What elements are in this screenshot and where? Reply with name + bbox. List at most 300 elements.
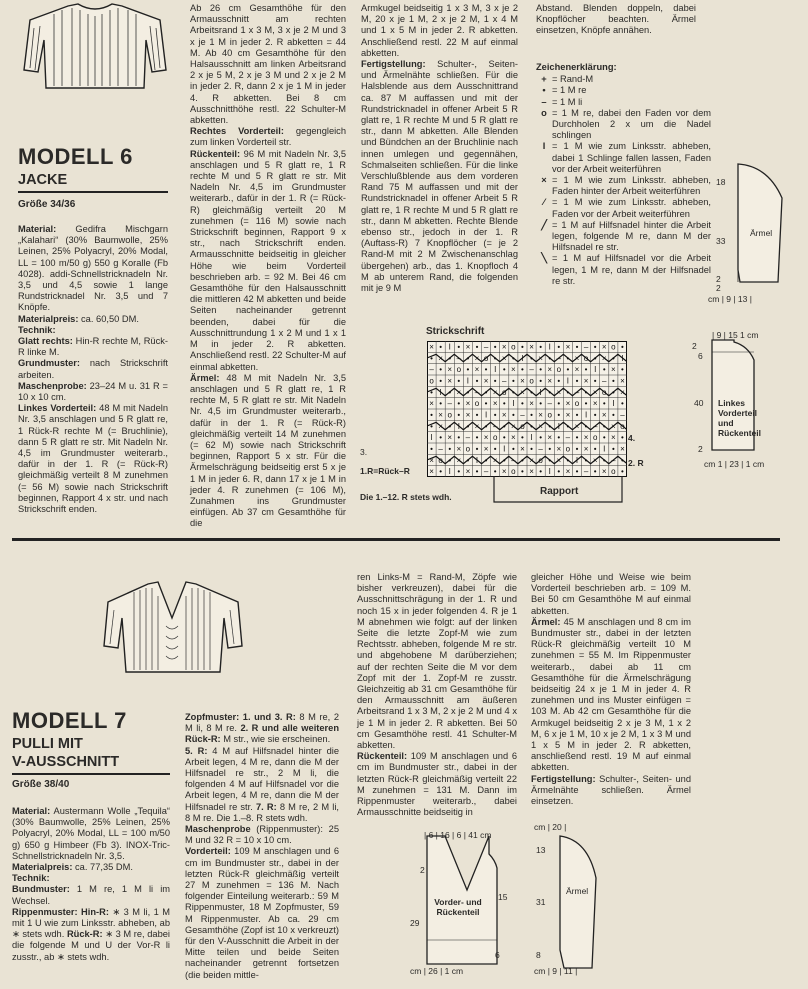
chart-cell-symbol: • [511, 376, 515, 386]
chart-cell-symbol: • [530, 387, 533, 397]
chart-cell-symbol: × [583, 444, 589, 454]
chart-cell-symbol: • [539, 399, 543, 409]
chart-cell-symbol: • [502, 421, 506, 431]
model6-body-m40: 40 [694, 398, 704, 408]
legend-text: = 1 M wie zum Linksstr. abheben, Faden hinter der Arbeit weiterführen [552, 175, 711, 197]
legend-item [536, 74, 711, 85]
model7-column-3 [357, 572, 517, 818]
chart-cell-symbol: × [465, 342, 471, 352]
chart-cell-symbol: • [430, 410, 433, 420]
chart-cell-symbol: × [565, 399, 571, 409]
chart-cell-symbol: – [502, 376, 507, 386]
chart-cell-symbol: × [601, 353, 607, 363]
chart-cell-symbol: • [448, 421, 452, 431]
model6-col2-paragraph: Rechtes Vorderteil: gegengleich zum linken Vorderteil str. [190, 126, 346, 148]
chart-cell-symbol: × [465, 410, 471, 420]
chart-cell-symbol: × [611, 433, 616, 443]
chart-cell-symbol: • [548, 444, 552, 454]
chart-cell-symbol: × [456, 444, 462, 454]
chart-cell-symbol: × [611, 421, 616, 431]
chart-cell-symbol: × [565, 410, 571, 420]
chart-cell-symbol: I [448, 467, 451, 477]
chart-cell-symbol: • [448, 387, 452, 397]
section-divider [12, 538, 780, 541]
chart-cell-symbol: o [511, 467, 516, 477]
chart-cell-symbol: × [565, 342, 571, 352]
model7-sleeve-bottom: cm | 9 | 11 | [534, 966, 578, 976]
chart-cell-symbol: • [611, 376, 615, 386]
model6-col1-paragraph: Grundmuster: nach Strickschrift arbeiten. [18, 358, 168, 380]
chart-cell-symbol: o [447, 410, 452, 420]
chart-cell-symbol: • [511, 387, 515, 397]
model7-size: Größe 38/40 [12, 779, 70, 790]
model7-sleeve-label: Ärmel [566, 886, 589, 896]
chart-cell-symbol: • [457, 467, 461, 477]
model6-body-m2b: 2 [698, 444, 703, 454]
model7-col4-paragraph: Ärmel: 45 M anschlagen und 8 cm im Bundmuster str., dabei in der letzten Rück-R gleichmäßig verteilt 10 M zunehmen = 55 M. Im Rippenmuster weiterarb., dabei ab 11 cm Gesamthöhe für die Ärmelschrägung beidseitig 24 x je 1 M in jeder 4. R zunehmen und ins Muster einfügen = 103 M. Ab 42 cm Gesamthöhe für die Armkugel beidseitig 2 x je 3 M, 1 x 2 M, 6 x je 1 M, 10 x je 2 M, 1 x 3 M und 1 x 5 M in jeder 2. R abketten, anschließend restl. 19 M auf einmal abketten. [531, 616, 691, 773]
chart-cell-symbol: • [593, 410, 597, 420]
legend-text: = 1 M re, dabei den Faden vor dem Durchholen 2 x um die Nadel schlingen [552, 107, 711, 141]
legend-title: Zeichenerklärung: [536, 62, 617, 72]
chart-cell-symbol: o [538, 455, 543, 465]
model7-sleeve-top: cm | 20 | [534, 822, 567, 832]
chart-cell-symbol: × [620, 387, 625, 397]
model6-col1-paragraph: Maschenprobe: 23–24 M u. 31 R = 10 x 10 cm. [18, 380, 168, 403]
chart-cell-symbol: I [539, 387, 542, 397]
chart-cell-symbol: × [465, 399, 471, 409]
model6-sleeve-m18: 18 [716, 177, 726, 187]
model7-col4-paragraph: Fertigstellung: Schulter-, Seiten- und Ärmelnähte schließen. Ärmel einsetzen. [531, 773, 691, 807]
chart-cell-symbol: × [529, 455, 534, 465]
model6-column-4 [536, 3, 696, 37]
chart-cell-symbol: • [584, 365, 588, 375]
chart-cell-symbol: o [438, 455, 443, 465]
chart-cell-symbol: × [538, 410, 543, 420]
rapport-label: Rapport [540, 486, 579, 497]
chart-cell-symbol: • [502, 455, 506, 465]
model6-sleeve-m33: 33 [716, 236, 726, 246]
chart-cell-symbol: I [521, 353, 524, 363]
chart-cell-symbol: × [474, 353, 480, 363]
model7-sleeve-schematic [540, 830, 610, 978]
model6-size: Größe 34/36 [18, 199, 76, 210]
chart-cell-symbol: o [492, 433, 498, 443]
model6-body-top: | 9 | 15 1 cm [712, 330, 759, 340]
chart-cell-symbol: • [557, 467, 561, 477]
chart-cell-symbol: × [511, 421, 516, 431]
chart-cell-symbol: – [483, 467, 489, 477]
chart-cell-symbol: × [438, 421, 443, 431]
chart-cell-symbol: • [548, 353, 552, 363]
chart-cell-symbol: × [620, 376, 625, 386]
legend-symbol-icon: o [541, 107, 547, 118]
chart-cell-symbol: × [438, 410, 443, 420]
chart-cell-symbol: × [620, 444, 625, 454]
chart-cell-symbol: • [439, 467, 443, 477]
chart-cell-symbol: • [502, 433, 506, 443]
chart-cell-symbol: I [548, 467, 551, 477]
chart-cell-symbol: × [547, 365, 553, 375]
model7-column-1 [12, 806, 170, 963]
chart-cell-symbol: • [448, 353, 452, 363]
chart-cell-symbol: × [492, 399, 498, 409]
chart-cell-symbol: • [584, 455, 588, 465]
chart-cell-symbol: × [574, 421, 580, 431]
chart-cell-symbol: – [429, 365, 434, 375]
model6-col3-paragraph: Armkugel beidseitig 1 x 3 M, 3 x je 2 M, 20 x je 1 M, 2 x je 2 M, 1 x 4 M und 1 x 5 M in jeder 2. R abketten. Anschließend restl. 22 M auf einmal abketten. [361, 3, 518, 58]
chart-cell-symbol: • [539, 365, 543, 375]
legend-symbol-icon: + [541, 74, 547, 85]
model6-col1-paragraph: Materialpreis: ca. 60,50 DM. [18, 313, 139, 324]
pullover-illustration-icon [100, 574, 246, 678]
chart-cell-symbol: • [493, 353, 497, 363]
chart-cell-symbol: × [529, 399, 534, 409]
legend-text: = 1 M auf Hilfsnadel hinter die Arbeit legen, folgende M re, dann M der Hilfsnadel re str. [552, 219, 711, 253]
chart-cell-symbol: – [547, 399, 552, 409]
legend-text: = Rand-M [552, 74, 594, 85]
chart-cell-symbol: – [492, 421, 498, 431]
chart-cell-symbol: • [493, 410, 497, 420]
chart-cell-symbol: • [557, 433, 561, 443]
chart-cell-symbol: I [530, 433, 533, 443]
model7-col1-paragraph: Materialpreis: ca. 77,35 DM. [12, 862, 133, 873]
chart-cell-symbol: • [593, 342, 597, 352]
chart-cell-symbol: I [594, 365, 597, 375]
chart-cell-symbol: – [620, 410, 625, 420]
chart-cell-symbol: × [429, 467, 434, 477]
legend-symbol-icon: • [542, 85, 546, 96]
model7-col2-paragraph: 5. R: 4 M auf Hilfsnadel hinter die Arbeit legen, 4 M re, dann die M der Hilfsnadel re str., 2 M li, die folgenden 4 M auf Hilfsnadel vor die Arbeit legen, 4 M re, dann die M der Hilfsnadel re str. 7. R: 8 M re, 2 M li, 8 M re. Die 1.–8. R stets wdh. [185, 745, 339, 823]
chart-cell-symbol: I [603, 444, 606, 454]
chart-cell-symbol: – [520, 410, 525, 420]
model6-sleeve-label: Ärmel [750, 228, 773, 238]
chart-cell-symbol: • [457, 433, 461, 443]
model7-body-m15: 15 [498, 892, 508, 902]
chart-cell-symbol: • [457, 376, 461, 386]
chart-cell-symbol: – [565, 433, 571, 443]
chart-cell-symbol: • [611, 387, 615, 397]
model7-subtitle-1: PULLI MIT [12, 736, 83, 752]
chart-cell-symbol: × [583, 433, 589, 443]
chart-cell-symbol: × [556, 387, 562, 397]
chart-cell-symbol: – [556, 353, 562, 363]
chart-cell-symbol: • [530, 421, 533, 431]
chart-cell-symbol: – [447, 399, 452, 409]
model6-col3-paragraph: Fertigstellung: Schulter-, Seiten- und Ärmelnähte schließen. Für die Halsblende aus dem Ausschnittrand ca. 87 M auffassen und mit der Rundstricknadel in offener Arbeit 5 R glatt re, 1 R rechte M und 5 R glatt re str., dann M abketten. Alle Blenden und Bündchen an der Bruchlinie nach innen umlegen und gegennähen, Schmalseiten schließen. Für die linke Verschlußblende aus dem vorderen Rand 75 M auffassen und mit der Rundstricknadel in offener Arbeit 5 R glatt re, 1 R rechte M und 5 R glatt re str., dann M abketten. Rechte Blende ebenso str., jedoch in der 1. R (Auftass-R) 7 Knopflöcher (= je 2 Rand-M mit 2 M Zwischenanschlag übergehen) arb., das 1. Knopfloch 4 M ab unterem Rand, die folgenden mit je 9 M [361, 59, 518, 294]
chart-cell-symbol: • [621, 455, 624, 465]
chart-cell-symbol: • [602, 421, 606, 431]
chart-cell-symbol: o [529, 376, 534, 386]
chart-cell-symbol: • [621, 399, 624, 409]
chart-cell-symbol: × [447, 365, 453, 375]
chart-cell-symbol: • [521, 399, 524, 409]
chart-cell-symbol: • [566, 353, 570, 363]
chart-cell-symbol: I [566, 376, 570, 386]
chart-cell-symbol: • [566, 387, 570, 397]
chart-cell-symbol: o [520, 421, 525, 431]
chart-cell-symbol: × [501, 353, 507, 363]
chart-cell-symbol: • [566, 455, 570, 465]
chart-cell-symbol: – [465, 433, 471, 443]
chart-cell-symbol: • [493, 444, 497, 454]
chart-cell-symbol: × [601, 410, 607, 420]
legend-item [536, 253, 711, 287]
chart-cell-symbol: o [611, 342, 616, 352]
legend-item [536, 108, 711, 142]
chart-cell-symbol: o [611, 467, 616, 477]
chart-cell-symbol: • [430, 421, 433, 431]
chart-cell-symbol: – [602, 376, 607, 386]
chart-cell-symbol: • [430, 387, 433, 397]
chart-cell-symbol: × [429, 399, 434, 409]
chart-cell-symbol: I [584, 410, 588, 420]
chart-cell-symbol: • [439, 399, 443, 409]
chart-cell-symbol: • [493, 376, 497, 386]
chart-cell-symbol: • [584, 421, 588, 431]
chart-cell-symbol: × [429, 455, 434, 465]
chart-cell-symbol: × [483, 376, 489, 386]
chart-cell-symbol: • [475, 433, 479, 443]
chart-cell-symbol: × [556, 455, 562, 465]
chart-cell-symbol: × [511, 365, 516, 375]
legend-item [536, 197, 711, 219]
chart-cell-symbol: • [521, 433, 524, 443]
legend-text: = 1 M auf Hilfsnadel vor die Arbeit legen, 1 M re, dann M der Hilfsnadel re str. [552, 253, 711, 286]
chart-row-4: 4. [628, 433, 636, 443]
chart-cell-symbol: • [548, 387, 552, 397]
chart-cell-symbol: × [429, 342, 434, 352]
chart-cell-symbol: I [621, 353, 624, 363]
model6-column-3 [361, 3, 518, 294]
chart-cell-symbol: × [601, 467, 607, 477]
model6-col1-paragraph: Linkes Vorderteil: 48 M mit Nadeln Nr. 3,5 anschlagen und 5 R glatt re, 1 Rück-R rechte M (= Bruchlinie), dann 5 R glatt re str. Mit Nadeln Nr. 4,5 im Grundmuster weiterarb., dafür in der 1. R (= Rück-R) gleichmäßig verteilt 8 M zunehmen (= 56 M) sowie nach Strickschrift beginnen, Rapport 4 x str. und nach Strickschrift enden. [18, 403, 168, 515]
chart-cell-symbol: × [447, 376, 453, 386]
chart-cell-symbol: • [602, 433, 606, 443]
chart-cell-symbol: × [592, 387, 598, 397]
chart-cell-symbol: – [583, 342, 589, 352]
chart-cell-symbol: × [592, 455, 598, 465]
chart-cell-symbol: • [593, 376, 597, 386]
chart-cell-symbol: × [520, 444, 525, 454]
chart-cell-symbol: • [439, 342, 443, 352]
model6-col2-paragraph: Rückenteil: 96 M mit Nadeln Nr. 3,5 anschlagen und 5 R glatt re, 1 R rechte M und 5 R glatt re str. Mit Nadeln Nr. 4,5 im Grundmuster weiterarb., dafür in der 1. R (= Rück-R) gleichmäßig verteilt 20 M zunehmen (= 116 M) sowie nach Strickschrift beginnen, Rapport 9 x str., nach Strickschrift enden. Armausschnitte beidseitig in gleicher Höhe wie beim Vorderteil beschrieben arb. = 92 M. Bei 46 cm Gesamthöhe für den Halsausschnitt die mittleren 42 M abketten und beide Seiten nacheinander getrennt beenden, dabei für die Ausschnittrundung 1 x 2 M und 1 x 1 M in jeder 2. R abketten. Anschließend restl. 22 Schulter-M auf einmal abketten. [190, 148, 346, 372]
chart-cell-symbol: • [621, 342, 624, 352]
legend-symbol-icon: I [542, 141, 546, 152]
chart-cell-symbol: I [557, 421, 560, 431]
chart-cell-symbol: – [574, 387, 580, 397]
chart-cell-symbol: I [512, 399, 515, 409]
chart-cell-symbol: o [456, 365, 462, 375]
model7-col4-paragraph: gleicher Höhe und Weise wie beim Vorderteil beschrieben arb. = 109 M. Bei 50 cm Gesamthöhe M auf einmal abketten. [531, 572, 691, 616]
chart-cell-symbol: • [575, 376, 579, 386]
chart-cell-symbol: • [511, 410, 515, 420]
chart-cell-symbol: • [539, 376, 543, 386]
model6-sleeve-m2a: 2 [716, 274, 721, 284]
chart-cell-symbol: • [593, 444, 597, 454]
legend-item [536, 141, 711, 175]
chart-cell-symbol: × [574, 365, 580, 375]
chart-cell-symbol: • [439, 433, 443, 443]
chart-cell-symbol: o [583, 353, 589, 363]
chart-cell-symbol: × [583, 376, 589, 386]
legend-text: = 1 M wie zum Linksstr. abheben, dabei 1 Schlinge fallen lassen, Faden vor der Arbeit weiterführen [552, 141, 711, 174]
chart-cell-symbol: I [439, 387, 442, 397]
chart-cell-symbol: • [466, 387, 470, 397]
chart-cell-symbol: I [466, 376, 470, 386]
chart-cell-symbol: • [584, 387, 588, 397]
chart-cell-symbol: • [539, 433, 543, 443]
stitch-legend [536, 62, 711, 287]
model7-col1-paragraph: Material: Austermann Wolle „Tequila“ (30% Baumwolle, 25% Leinen, 25% Polyacryl, 20% Modal, LL = 100 m/50 g) 650 g Himbeer (Fb 3). INOX-Tric-Schnellstricknadeln Nr. 3,5. [12, 806, 170, 861]
chart-cell-symbol: • [475, 376, 479, 386]
legend-item [536, 175, 711, 197]
chart-cell-symbol: × [483, 444, 489, 454]
chart-cell-symbol: • [484, 455, 488, 465]
chart-cell-symbol: • [484, 421, 488, 431]
chart-cell-symbol: • [521, 342, 524, 352]
chart-cell-symbol: • [457, 410, 461, 420]
legend-symbol-icon: ╲ [541, 253, 547, 264]
chart-cell-symbol: × [438, 353, 443, 363]
chart-row-3: 3. [360, 447, 368, 457]
chart-cell-symbol: • [575, 444, 579, 454]
chart-cell-symbol: • [511, 444, 515, 454]
model7-body-m2: 2 [420, 865, 425, 875]
chart-cell-symbol: × [538, 353, 543, 363]
chart-title: Strickschrift [426, 326, 485, 337]
chart-cell-symbol: × [611, 365, 616, 375]
model6-title-rule [18, 191, 168, 193]
chart-cell-symbol: • [521, 467, 524, 477]
model7-title: MODELL 7 [12, 708, 127, 733]
chart-cell-symbol: • [621, 467, 624, 477]
chart-cell-symbol: × [474, 421, 480, 431]
model7-title-rule [12, 773, 170, 775]
chart-cell-symbol: × [601, 342, 607, 352]
chart-cell-symbol: o [474, 399, 480, 409]
chart-cell-symbol: • [575, 433, 579, 443]
chart-cell-symbol: • [575, 410, 579, 420]
chart-cell-symbol: I [494, 365, 497, 375]
chart-cell-symbol: • [466, 365, 470, 375]
model7-subtitle-2: V-AUSSCHNITT [12, 754, 120, 770]
chart-cell-symbol: × [538, 421, 543, 431]
chart-row-2: 2. R [628, 458, 644, 468]
model7-body-m29: 29 [410, 918, 420, 928]
chart-cell-symbol: • [575, 342, 579, 352]
legend-text: = 1 M wie zum Linksstr. abheben, Faden vor der Arbeit weiterführen [552, 197, 711, 219]
chart-cell-symbol: o [483, 353, 489, 363]
chart-cell-symbol: × [483, 433, 489, 443]
model6-subtitle: JACKE [18, 172, 68, 188]
legend-item [536, 220, 711, 254]
chart-cell-symbol: × [565, 467, 571, 477]
chart-cell-symbol: • [566, 365, 570, 375]
model6-col1-paragraph: Technik: [18, 324, 56, 335]
chart-cell-symbol: o [602, 387, 607, 397]
chart-cell-symbol: • [530, 353, 533, 363]
model7-body-top: | 6 | 16 | 6 | 41 cm [424, 830, 492, 840]
chart-cell-symbol: – [529, 365, 534, 375]
chart-row-1: 1.R=Rück–R [360, 466, 410, 476]
chart-cell-symbol: • [539, 342, 543, 352]
model7-sleeve-m8: 8 [536, 950, 541, 960]
model6-sleeve-bottom: cm | 9 | 13 | [708, 294, 752, 304]
chart-cell-symbol: • [502, 365, 506, 375]
model6-col1-paragraph: Glatt rechts: Hin-R rechte M, Rück-R linke M. [18, 336, 168, 358]
chart-cell-symbol: • [530, 410, 533, 420]
legend-symbol-icon: × [541, 175, 547, 186]
chart-cell-symbol: • [521, 365, 524, 375]
chart-cell-symbol: × [511, 433, 516, 443]
model6-title: MODELL 6 [18, 144, 133, 169]
chart-cell-symbol: o [547, 410, 552, 420]
chart-cell-symbol: × [547, 376, 553, 386]
chart-cell-symbol: • [466, 455, 470, 465]
chart-cell-symbol: • [484, 399, 488, 409]
chart-cell-symbol: • [575, 467, 579, 477]
chart-cell-symbol: • [457, 399, 461, 409]
model7-col2-paragraph: Zopfmuster: 1. und 3. R: 8 M re, 2 M li, 8 M re. 2. R und alle weiteren Rück-R: M str., wie sie erscheinen. [185, 712, 340, 745]
chart-cell-symbol: o [592, 433, 598, 443]
chart-cell-symbol: • [539, 467, 543, 477]
chart-cell-symbol: I [430, 433, 433, 443]
model7-body-m6: 6 [495, 950, 500, 960]
chart-cell-symbol: • [430, 444, 433, 454]
legend-symbol-icon: ⁄ [543, 197, 545, 208]
legend-item [536, 85, 711, 96]
model7-col2-paragraph: Maschenprobe (Rippenmuster): 25 M und 32 R = 10 x 10 cm. [185, 824, 339, 846]
model6-col4-paragraph: Abstand. Blenden doppeln, dabei Knopflöcher beachten. Ärmel einsetzen, Knöpfe annähen. [536, 3, 696, 36]
chart-cell-symbol: • [475, 342, 479, 352]
chart-cell-symbol: I [612, 399, 615, 409]
chart-cell-symbol: • [475, 444, 479, 454]
model6-column-2 [190, 3, 346, 530]
chart-cell-symbol: × [520, 387, 525, 397]
chart-cell-symbol: I [457, 421, 460, 431]
model7-sleeve-m13: 13 [536, 845, 546, 855]
model7-col1-paragraph: Rippenmuster: Hin-R: ∗ 3 M li, 1 M mit 1 U wie zum Linksstr. abheben, ab ∗ stets wdh. Rück-R: ∗ 3 M re, dabei die folgende M und U der Vor-R li zusstr., ab ∗ stets wdh. [12, 906, 170, 962]
jacket-illustration-icon [20, 0, 170, 94]
legend-text: = 1 M re [552, 85, 587, 96]
model6-body-m2: 2 [692, 341, 697, 351]
chart-cell-symbol: I [503, 444, 506, 454]
chart-cell-symbol: I [475, 455, 479, 465]
chart-cell-symbol: × [529, 342, 534, 352]
model6-sleeve-m2b: 2 [716, 283, 721, 293]
chart-cell-symbol: × [447, 433, 453, 443]
chart-cell-symbol: • [484, 387, 488, 397]
chart-cell-symbol: × [547, 433, 553, 443]
model7-body-label: Vorder- und Rückenteil [434, 897, 482, 917]
chart-cell-symbol: o [511, 342, 516, 352]
chart-cell-symbol: • [466, 353, 470, 363]
model7-col3-paragraph: Rückenteil: 109 M anschlagen und 6 cm im Bundmuster str., dabei in der letzten Rück-R gleichmäßig verteilt 22 M zunehmen = 131 M. Dann im Rippenmuster weiterarb., dabei Armausschnitte beidseitig in [357, 751, 517, 818]
legend-symbol-icon: – [541, 96, 547, 107]
model6-body-m6: 6 [698, 351, 703, 361]
model7-sleeve-m31: 31 [536, 897, 546, 907]
model7-column-4 [531, 572, 691, 807]
chart-cell-symbol: × [574, 353, 580, 363]
chart-cell-symbol: • [566, 421, 570, 431]
chart-cell-symbol: • [602, 399, 606, 409]
chart-cell-symbol: • [621, 365, 624, 375]
chart-cell-symbol: × [492, 455, 498, 465]
chart-cell-symbol: o [465, 444, 471, 454]
chart-cell-symbol: I [548, 342, 551, 352]
chart-cell-symbol: • [602, 365, 606, 375]
chart-cell-symbol: • [557, 376, 561, 386]
